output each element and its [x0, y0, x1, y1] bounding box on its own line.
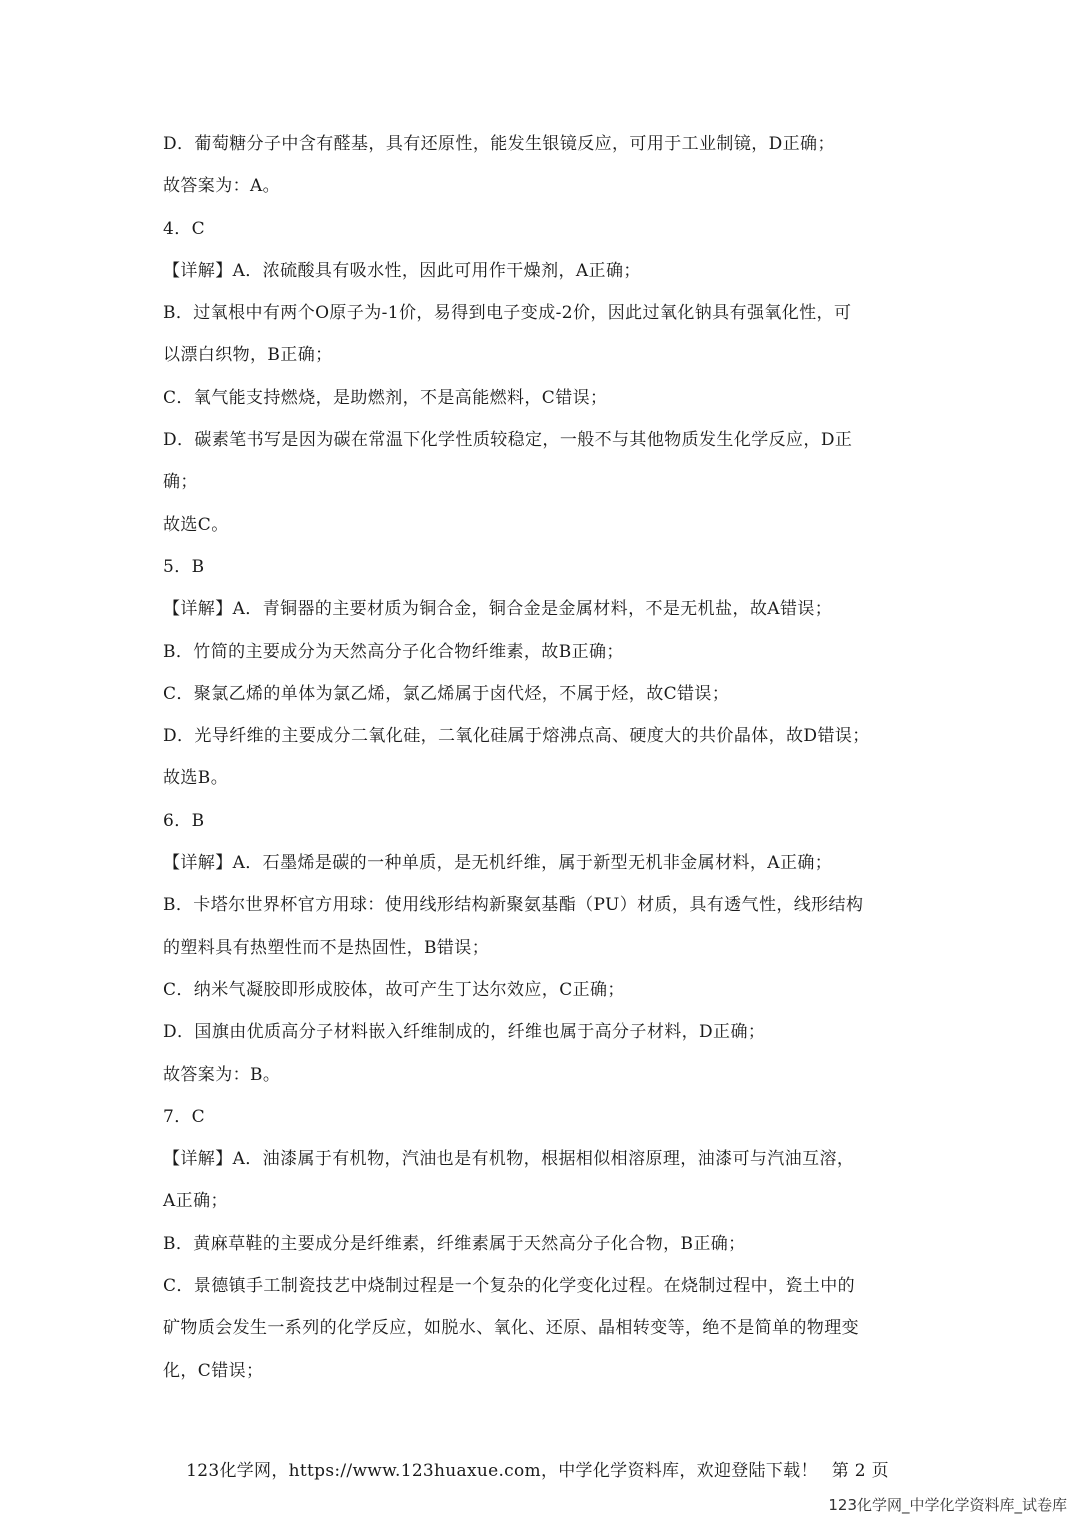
text-line: D．光导纤维的主要成分二氧化硅，二氧化硅属于熔沸点高、硬度大的共价晶体，故D错误；	[163, 726, 870, 747]
text-line: 的塑料具有热塑性而不是热固性，B错误；	[163, 937, 490, 958]
text-line: 【详解】A．油漆属于有机物，汽油也是有机物，根据相似相溶原理，油漆可与汽油互溶，	[163, 1149, 855, 1170]
footer-text: 123化学网，https://www.123huaxue.com，中学化学资料库，欢迎登陆下载！	[186, 1461, 818, 1481]
text-line: C．聚氯乙烯的单体为氯乙烯，氯乙烯属于卤代烃，不属于烃，故C错误；	[163, 683, 730, 704]
text-line: 故答案为：A。	[163, 176, 281, 197]
text-line: A正确；	[163, 1191, 228, 1212]
text-line: B．卡塔尔世界杯官方用球：使用线形结构新聚氨基酯（PU）材质，具有透气性，线形结构	[163, 895, 864, 916]
question-answer-7: 7．C	[163, 1106, 206, 1127]
watermark-text: 123化学网_中学化学资料库_试卷库	[828, 1496, 1067, 1514]
text-line: 化，C错误；	[163, 1360, 264, 1381]
text-line: 故答案为：B。	[163, 1064, 281, 1085]
text-line: B．竹简的主要成分为天然高分子化合物纤维素，故B正确；	[163, 641, 624, 662]
text-line: D．碳素笔书写是因为碳在常温下化学性质较稳定，一般不与其他物质发生化学反应，D正	[163, 430, 853, 451]
text-line: D．葡萄糖分子中含有醛基，具有还原性，能发生银镜反应，可用于工业制镜，D正确；	[163, 134, 835, 154]
text-line: 故选C。	[163, 514, 229, 535]
text-line: D．国旗由优质高分子材料嵌入纤维制成的，纤维也属于高分子材料，D正确；	[163, 1022, 766, 1043]
text-line: 【详解】A．浓硫酸具有吸水性，因此可用作干燥剂，A正确；	[163, 260, 641, 281]
answer-explanations	[163, 134, 923, 1403]
text-line: 【详解】A．石墨烯是碳的一种单质，是无机纤维，属于新型无机非金属材料，A正确；	[163, 853, 833, 874]
text-line: 以漂白织物，B正确；	[163, 345, 333, 366]
text-line: C．氧气能支持燃烧，是助燃剂，不是高能燃料，C错误；	[163, 387, 608, 408]
text-line: 确；	[163, 472, 198, 493]
text-line: 矿物质会发生一系列的化学反应，如脱水、氧化、还原、晶相转变等，绝不是简单的物理变	[163, 1318, 859, 1339]
question-answer-5: 5．B	[163, 556, 205, 577]
question-answer-6: 6．B	[163, 810, 205, 831]
question-answer-4: 4．C	[163, 218, 206, 239]
text-line: B．过氧根中有两个O原子为-1价，易得到电子变成-2价，因此过氧化钠具有强氧化性，可	[163, 303, 852, 324]
text-line: C．纳米气凝胶即形成胶体，故可产生丁达尔效应，C正确；	[163, 979, 625, 1000]
page-number: 第 2 页	[831, 1461, 889, 1481]
text-line: 故选B。	[163, 768, 229, 789]
text-line: 【详解】A．青铜器的主要材质为铜合金，铜合金是金属材料，不是无机盐，故A错误；	[163, 599, 833, 620]
text-line: C．景德镇手工制瓷技艺中烧制过程是一个复杂的化学变化过程。在烧制过程中，瓷土中的	[163, 1276, 856, 1297]
text-line: B．黄麻草鞋的主要成分是纤维素，纤维素属于天然高分子化合物，B正确；	[163, 1233, 746, 1254]
page-footer	[0, 1461, 1075, 1481]
